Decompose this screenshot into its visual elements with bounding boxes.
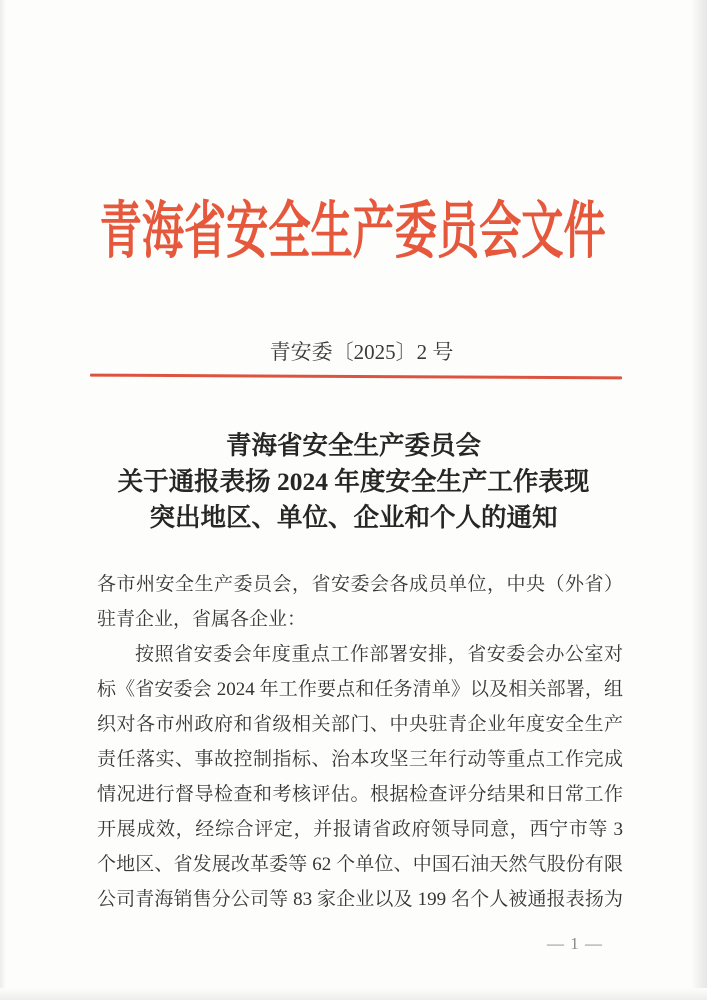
- agency-banner-title: 青海省安全生产委员会文件: [99, 198, 606, 266]
- notice-title: [0, 428, 707, 536]
- body-line-4: 责任落实、事故控制指标、治本攻坚三年行动等重点工作完成: [97, 749, 623, 770]
- document-number: 青安委〔2025〕2 号: [269, 340, 454, 364]
- red-divider-line: [90, 374, 622, 380]
- notice-title-line-1: 青海省安全生产委员会: [225, 431, 481, 460]
- notice-title-line-3: 突出地区、单位、企业和个人的通知: [149, 503, 558, 532]
- document-body: [97, 567, 623, 917]
- body-line-8: 公司青海销售分公司等 83 家企业以及 199 名个人被通报表扬为: [97, 889, 623, 910]
- body-line-7: 个地区、省发展改革委等 62 个单位、中国石油天然气股份有限: [97, 854, 623, 875]
- body-line-2: 标《省安委会 2024 年工作要点和任务清单》以及相关部署，组: [97, 679, 623, 700]
- body-line-6: 开展成效，经综合评定，并报请省政府领导同意，西宁市等 3: [97, 819, 623, 840]
- notice-title-line-2: 关于通报表扬 2024 年度安全生产工作表现: [117, 467, 590, 496]
- body-line-3: 织对各市州政府和省级相关部门、中央驻青企业年度安全生产: [97, 714, 623, 735]
- body-line-5: 情况进行督导检查和考核评估。根据检查评分结果和日常工作: [97, 784, 623, 805]
- salutation-line-1: 各市州安全生产委员会，省安委会各成员单位，中央（外省）: [97, 574, 623, 595]
- page-number: — 1 —: [547, 934, 603, 953]
- salutation-line-2: 驻青企业，省属各企业：: [97, 609, 307, 630]
- body-line-1: 按照省安委会年度重点工作部署安排，省安委会办公室对: [135, 644, 623, 665]
- page-bottom-edge: [0, 988, 707, 1000]
